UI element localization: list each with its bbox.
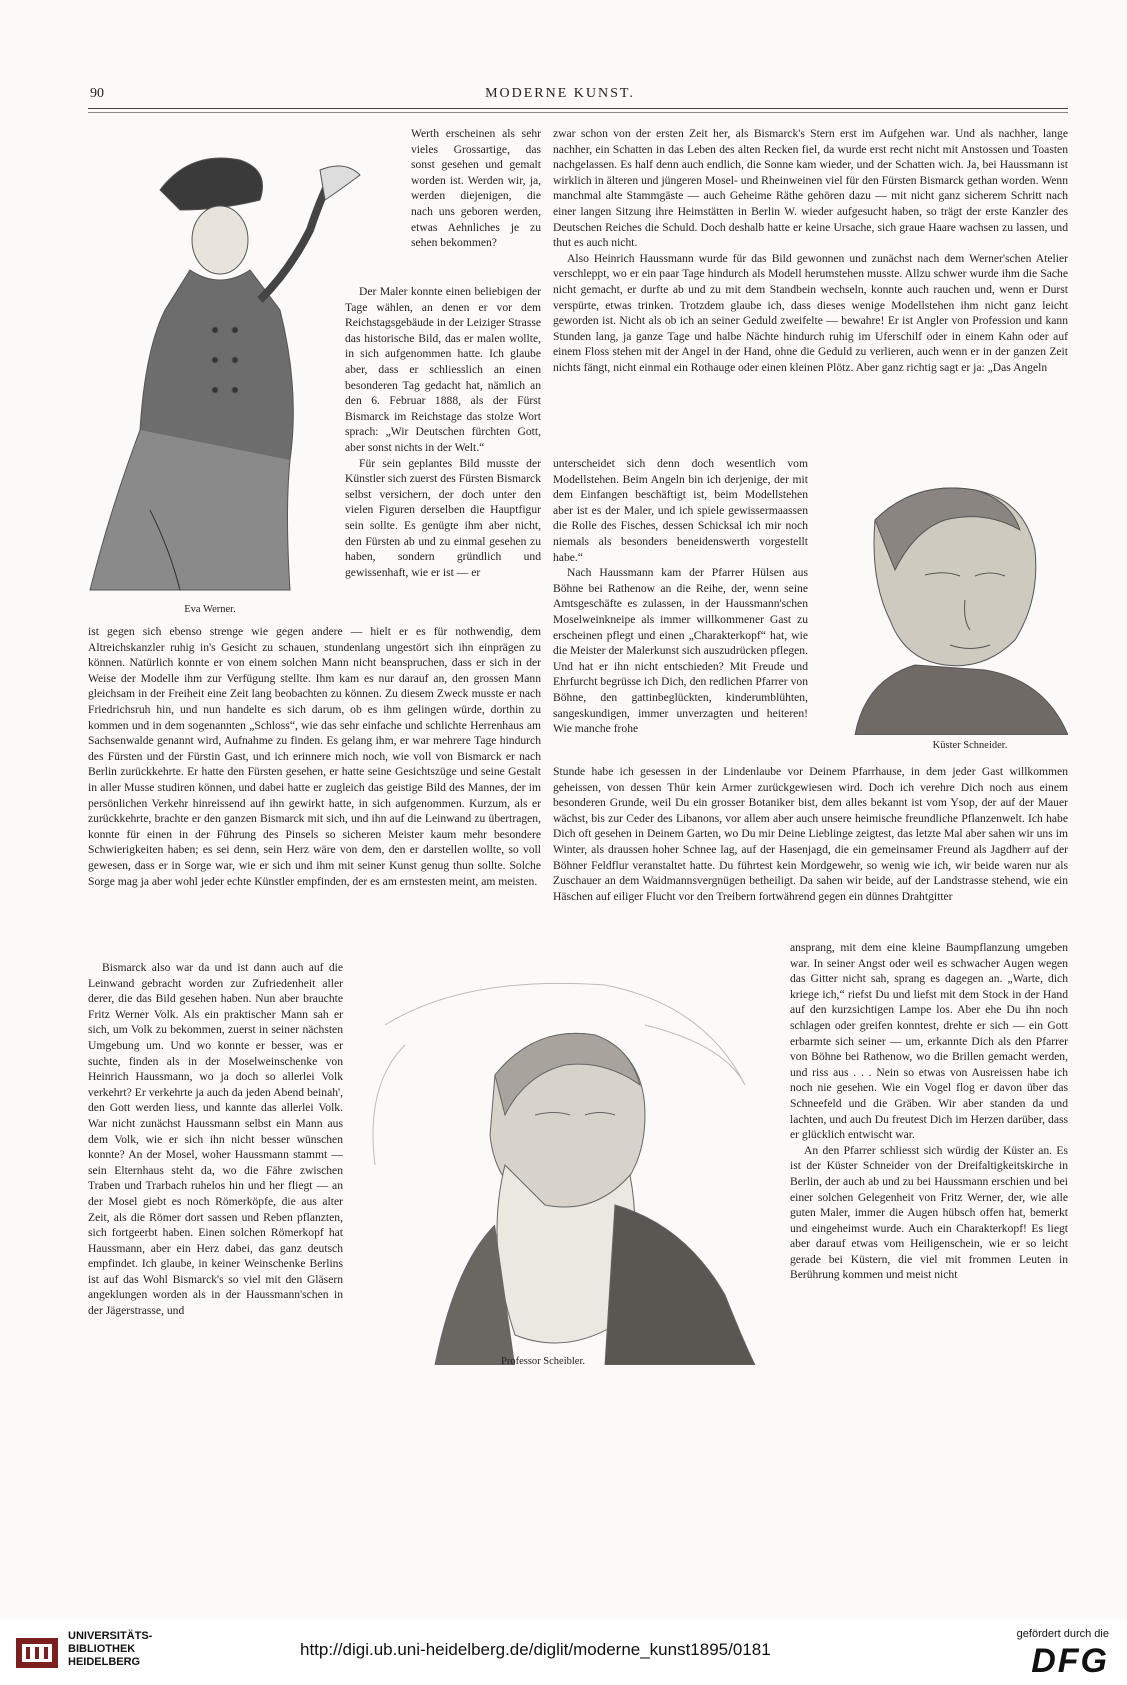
professor-scheibler-caption: Professor Scheibler.	[501, 1356, 585, 1367]
paragraph-b3: unterscheidet sich denn doch wesentlich vom Modellstehen. Beim Angeln bin ich derjenige, der mit dem Einfangen beschäftigt ist, beim Modellstehen aber ist es der Maler, und ich spiele gewissermaassen die Rolle des Fisches, dessen Schicksal ich mir noch niemals als besonders beneidenswerth vorgestellt habe.“	[553, 457, 808, 564]
university-library-logo-icon	[14, 1632, 60, 1672]
column-b-narrow	[553, 456, 808, 737]
paragraph-a5: Bismarck also war da und ist dann auch auf die Leinwand gebracht worden zur Zufriedenheit aller derer, die das Bild gesehen haben. Nun aber brauchte Fritz Werner Volk. Als ein praktischer Mann sah er sich, um Volk zu bekommen, zuerst in seiner nächsten Umgebung um. Und wo konnte er besser, was er suchte, finden als in der Moselweinschenke von Heinrich Haussmann, wo ja doch so allerlei Volk verkehrt? Er verkehrte ja auch da jeden Abend beinah', den Gott werden liess, und kannte das allerlei Volk. War nicht zunächst Haussmann selbst ein Mann aus dem Volk, wie er sich ihn nicht besser wünschen konnte? An der Mosel, woher Haussmann stammt — sein Elternhaus steht da, wo die Fähre zwischen Traben und Trarbach ruhelos hin und her fliegt — an der Mosel giebt es noch Römerköpfe, die aus alter Zeit, als die Römer dort sassen und Reben pflanzten, sich fortgeerbt haben. Einen solchen Römerkopf hat Haussmann, aber ein Herz dabei, das ganz deutsch empfindet. Ich glaube, in keiner Weinschenke Berlins ist auf das Wohl Bismarck's so viel mit den Gläsern angeklungen worden als in der Haussmann'schen in der Jägerstrasse, und	[88, 961, 343, 1318]
paragraph-b1: zwar schon von der ersten Zeit her, als Bismarck's Stern erst im Aufgehen war. Und als nachher, lange nachher, ein Schatten in das Leben des alten Recken fiel, da wurde erst recht nicht mit Anstossen und Toasten nachgelassen. Es half denn auch endlich, die Sonne kam wieder, und der Schatten wich. Ja, bei Haussmann ist wirklich in älteren und jüngeren Mosel- und Rheinweinen viel für den Fürsten Bismarck gethan worden. Wenn manchmal alte Stammgäste — auch Geheime Räthe gehören dazu — mit nicht ganz sicherem Schritt nach einer langen Sitzung ihre Heimstätten in Berlin W. wieder aufgesucht haben, so trägt der erste Kanzler des Deutschen Reiches die Schuld. Doch deshalb hatte er keine Ursache, sich graue Haare wachsen zu lassen, und thut es auch nicht.	[553, 127, 1068, 250]
library-name-line-1: UNIVERSITÄTS-	[68, 1630, 153, 1642]
column-a-full	[88, 624, 541, 889]
header-rule-thin	[88, 112, 1068, 113]
column-b-full	[553, 764, 1068, 904]
running-title: MODERNE KUNST.	[485, 86, 635, 101]
paragraph-a4: ist gegen sich ebenso strenge wie gegen andere — hielt er es für nothwendig, dem Altreichskanzler ruhig in's Gesicht zu schauen, stundenlang ungestört sich ihn einprägen zu können. Natürlich konnte er von einem solchen Mann nicht beanspruchen, dass er sich in der Weise der Modelle ihm zur Verfügung stellte. Ihm kam es nur darauf an, den grossen Mann gleichsam in der Freiheit eine Zeit lang beobachten zu können. Zu diesem Zweck musste er nach Friedrichsruh hin, und nun handelte es sich darum, ob es ihm gelingen würde, dorthin zu kommen und in dem sogenannten „Schloss“, wie das sehr einfache und schlichte Herrenhaus am Sachsenwalde genannt wird, Aufnahme zu finden. Es gelang ihm, er war mehrere Tage hindurch des Fürsten und der Fürstin Gast, und ich erinnere mich noch, wie voll von Bismarck er nach Berlin zurückkehrte. Er hatte den Fürsten gesehen, er hatte seine Gesichtszüge und seine Gestalt in aller Musse studiren können, und dabei hatte er zugleich das geistige Bild des Mannes, der im persönlichen Verkehr hinreissend auf ihn gewirkt hatte, in sich aufgenommen. Kurzum, als er zurückkehrte, brachte er den ganzen Bismarck mit sich, und ihn auf die Leinwand zu übertragen, konnte für einen in der Führung des Pinsels so sicheren Meister kaum mehr besondere Schwierigkeiten haben; es sei denn, sein Herz wäre von dem, den er darstellen wollte, so voll gewesen, dass er in Sorge war, wie er sich und ihm mit seiner Kunst genug thun sollte. Solche Sorge mag ja aber wohl jeder echte Künstler empfinden, der es am ernstesten meint, am meisten.	[88, 625, 541, 888]
paragraph-b6: ansprang, mit dem eine kleine Baumpflanzung umgeben war. In seiner Angst oder weil es schwacher Augen wegen das Gitter nicht sah, sprang es dagegen an. „Warte, dich kriege ich,“ riefst Du und liefst mit dem Stock in der Hand auf den kurzsichtigen Lampe los. Aber ehe Du ihn noch schlagen oder greifen konntest, drehte er sich — ein Gott erbarmte sich seiner — um, erkannte Dich als den Pfarrer von Böhne bei Rathenow, wo die Brillen gemacht werden, und riss aus . . . Nein so etwas von Ausreissen habe ich noch nie gesehen. Wie ein Vogel flog er davon über das Schneefeld und die Gräben. Wir aber standen da und lachten, und auch Du freutest Dich im Herzen darüber, dass er glücklich entwischt war.	[790, 941, 1068, 1142]
digitization-footer	[0, 1620, 1127, 1685]
paragraph-a3: Für sein geplantes Bild musste der Künstler sich zuerst des Fürsten Bismarck selbst versichern, der doch unter den vielen Figuren derselben die Hauptfigur sein sollte. Es genügte ihm aber nicht, den Fürsten ab und zu einmal gesehen zu haben, sondern gründlich und gewissenhaft, wie er ist — er	[345, 456, 541, 579]
column-a-bottom	[88, 960, 343, 1319]
library-name-line-2: BIBLIOTHEK	[68, 1643, 136, 1655]
kuester-schneider-portrait	[835, 480, 1068, 735]
paragraph-a1: Werth erscheinen als sehr vieles Grossartige, das sonst gesehen und gemalt worden ist. Werden wir, ja, werden diejenigen, die nach uns geboren werden, etwas Aehnliches je zu sehen bekommen?	[411, 127, 541, 250]
column-b-top	[553, 126, 1068, 376]
professor-scheibler-portrait	[345, 965, 785, 1365]
header-rule	[88, 108, 1068, 109]
paragraph-b7: An den Pfarrer schliesst sich würdig der Küster an. Es ist der Küster Schneider von der Dreifaltigkeitskirche in Berlin, der auch ab und zu bei Haussmann erschien und bei einer solchen Gelegenheit von Fritz Werner, der, wie alle guten Maler, immer die Augen hübsch offen hat, bemerkt und eingeheimst wurde. Auch ein Charakterkopf! Es liegt aber darauf etwas vom Heiligenschein, wie er so leicht gerade bei Küstern, die viel mit frommen Leuten in Berührung kommen und meist nicht	[790, 1143, 1068, 1282]
digital-object-url[interactable]: http://digi.ub.uni-heidelberg.de/diglit/moderne_kunst1895/0181	[300, 1640, 771, 1659]
column-a-top	[411, 126, 541, 251]
eva-werner-illustration	[70, 130, 370, 610]
paragraph-b5: Stunde habe ich gesessen in der Lindenlaube vor Deinem Pfarrhause, in dem jeder Gast willkommen geheissen, von dessen Thür kein Armer zurückgewiesen wird. Doch ich verehre Dich noch aus einem besonderen Grunde, weil Du ein grosser Botaniker bist, dem alles bekannt ist vom Ysop, der auf der Mauer wächst, bis zur Ceder des Libanons, vor allem aber auch unsere heimische freundliche Pflanzenwelt. Ich habe Dich oft gesehen in Deinem Garten, wo Du mir Deine Lieblinge zeigtest, das letzte Mal aber sahen wir uns im Winter, als draussen hoher Schnee lag, auf der Hasenjagd, die ein gemeinsamer Freund als Jagdherr auf der Böhner Feldflur veranstaltet hatte. Du führtest kein Mordgewehr, so wenig wie ich, wir beide waren nur als Zuschauer an dem Waidmannsvergnügen betheiligt. Da sahen wir beide, auf der Landstrasse stehend, wie ein Häschen auf eiliger Flucht vor den Treibern fortwährend gegen ein dünnes Drahtgitter	[553, 765, 1068, 903]
paragraph-a2: Der Maler konnte einen beliebigen der Tage wählen, an denen er vor dem Reichstagsgebäude in der Leiziger Strasse das historische Bild, das er malen wollte, in sich aufgenommen hatte. Ich glaube aber, dass er schliesslich an einen besonderen Tag gedacht hat, nämlich an den 6. Februar 1888, als der Fürst Bismarck im Reichstage das stolze Wort sprach: „Wir Deutschen fürchten Gott, aber sonst nichts in der Welt.“	[345, 285, 541, 454]
eva-werner-caption: Eva Werner.	[184, 604, 236, 615]
funded-by-label: gefördert durch die	[1016, 1628, 1109, 1640]
library-name	[68, 1630, 152, 1669]
library-name-line-3: HEIDELBERG	[68, 1656, 141, 1668]
paragraph-b2: Also Heinrich Haussmann wurde für das Bild gewonnen und zunächst nach dem Werner'schen Atelier verschleppt, wo er ein paar Tage hindurch als Modell herumstehen musste. Allzu schwer wurde ihm die Sache nicht gemacht, er durfte ab und zu mit dem Standbein wechseln, konnte auch rauchen und, wenn er Durst verspürte, etwas trinken. Trotzdem glaube ich, dass dieses wenige Modellstehen ihm nicht ganz leicht geworden ist. Nicht als ob ich an seiner Geduld zweifelte — bewahre! Er ist Angler von Profession und kann Stunden lang, ja ganze Tage und halbe Nächte hindurch ruhig im Uferschilf oder in einem Kahn oder auf einem Floss stehen mit der Angel in der Hand, ohne die Geduld zu verlieren, auch wenn er in der ganzen Zeit nichts fängt, nicht einmal ein Rothauge oder einen kleinen Plötz. Aber ganz richtig sagt er ja: „Das Angeln	[553, 251, 1068, 374]
column-a-mid	[345, 284, 541, 580]
kuester-schneider-caption: Küster Schneider.	[932, 740, 1008, 751]
paragraph-b4: Nach Haussmann kam der Pfarrer Hülsen aus Böhne bei Rathenow an die Reihe, der, wenn seine Amtsgeschäfte es zulassen, in der Haussmann'schen Moselweinkneipe als immer willkommener Gast zu erscheinen pflegt und einen „Charakterkopf“ hat, wie die Meister der Malerkunst sich auszudrücken pflegen. Und hat er ihn nicht entschieden? Mit Freude und Ehrfurcht begrüsse ich Dich, den redlichen Pfarrer von Böhne, den gattinbeglückten, kinderumblühten, sangeskundigen, immer unverzagten und heiteren! Wie manche frohe	[553, 566, 808, 736]
page-number: 90	[90, 86, 104, 101]
dfg-logo: DFG	[1031, 1642, 1109, 1680]
column-b-bottom	[790, 940, 1068, 1283]
